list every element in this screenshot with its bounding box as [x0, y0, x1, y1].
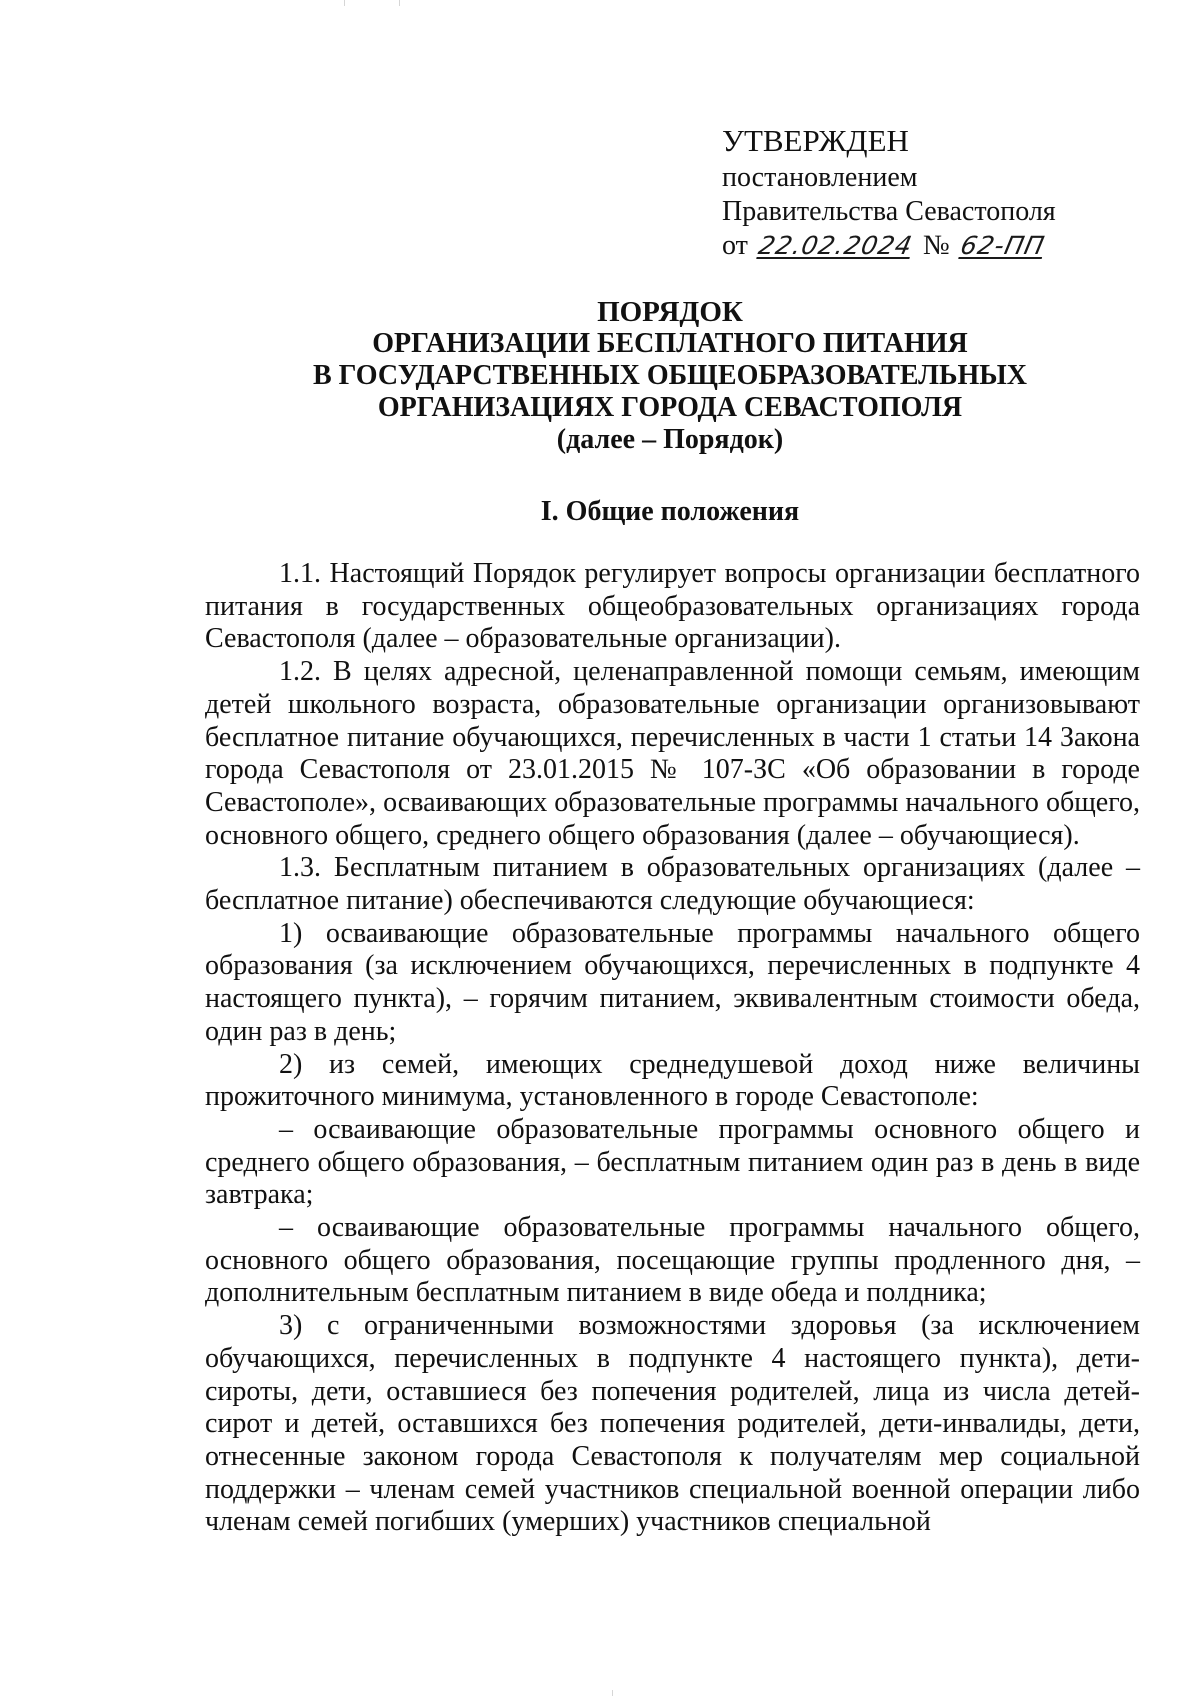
title-line-2: ОРГАНИЗАЦИИ БЕСПЛАТНОГО ПИТАНИЯ: [372, 328, 968, 359]
section-heading: I. Общие положения: [540, 496, 800, 527]
list-item-2: 2) из семей, имеющих среднедушевой доход ниже величины прожиточного минимума, установленного в городе Севастополе:: [205, 1048, 1140, 1113]
handwritten-number: 62-ПП: [957, 231, 1048, 260]
number-prefix: №: [923, 230, 950, 261]
paragraph-1-2: 1.2. В целях адресной, целенаправленной помощи семьям, имеющим детей школьного возраста, образовательные организации организовывают бесплатное питание обучающихся, перечисленных в части 1 статьи 14 Закона города Севастополя от 23.01.2015 № 107-ЗС «Об образовании в городе Севастополе», осваивающих образовательные программы начального общего, основного общего, среднего общего образования (далее – обучающиеся).: [205, 656, 1140, 851]
approval-line-resolution: постановлением: [722, 162, 918, 193]
document-title: [200, 296, 1140, 456]
list-item-3: 3) с ограниченными возможностями здоровья (за исключением обучающихся, перечисленных в подпункте 4 настоящего пункта), дети-сироты, дети, оставшиеся без попечения родителей, лица из числа детей-сирот и детей, оставшихся без попечения родителей, дети-инвалиды, дети, отнесенные законом города Севастополя к получателям мер социальной поддержки – членам семей участников специальной военной операции либо членам семей погибших (умерших) участников специальной: [205, 1310, 1140, 1538]
scan-mark: [399, 0, 400, 6]
title-line-4: ОРГАНИЗАЦИЯХ ГОРОДА СЕВАСТОПОЛЯ: [377, 392, 963, 423]
title-line-1: ПОРЯДОК: [597, 296, 743, 328]
paragraph-1-3: 1.3. Бесплатным питанием в образовательных организациях (далее – бесплатное питание) обеспечиваются следующие обучающиеся:: [205, 852, 1140, 917]
scan-mark: [344, 0, 345, 6]
date-prefix: от: [722, 230, 748, 261]
approval-title: УТВЕРЖДЕН: [722, 123, 909, 158]
scan-mark: [612, 1690, 613, 1696]
paragraph-1-1: 1.1. Настоящий Порядок регулирует вопросы организации бесплатного питания в государственных общеобразовательных организациях города Севастополя (далее – образовательные организации).: [205, 558, 1140, 655]
approval-date-number-line: [722, 229, 1142, 263]
approval-line-government: Правительства Севастополя: [722, 196, 1056, 227]
handwritten-date: 22.02.2024: [755, 231, 916, 260]
title-line-5: (далее – Порядок): [556, 424, 784, 455]
approval-block: [722, 124, 1142, 263]
list-item-2-dash-1: – осваивающие образовательные программы основного общего и среднего общего образования, – бесплатным питанием один раз в день в виде завтрака;: [205, 1113, 1140, 1211]
list-item-1: 1) осваивающие образовательные программы начального общего образования (за исключением обучающихся, перечисленных в подпункте 4 настоящего пункта), – горячим питанием, эквивалентным стоимости обеда, один раз в день;: [205, 917, 1140, 1047]
document-body: [205, 558, 1140, 1539]
list-item-2-dash-2: – осваивающие образовательные программы начального общего, основного общего образования, посещающие группы продленного дня, – дополнительным бесплатным питанием в виде обеда и полдника;: [205, 1212, 1140, 1309]
title-line-3: В ГОСУДАРСТВЕННЫХ ОБЩЕОБРАЗОВАТЕЛЬНЫХ: [312, 360, 1028, 391]
